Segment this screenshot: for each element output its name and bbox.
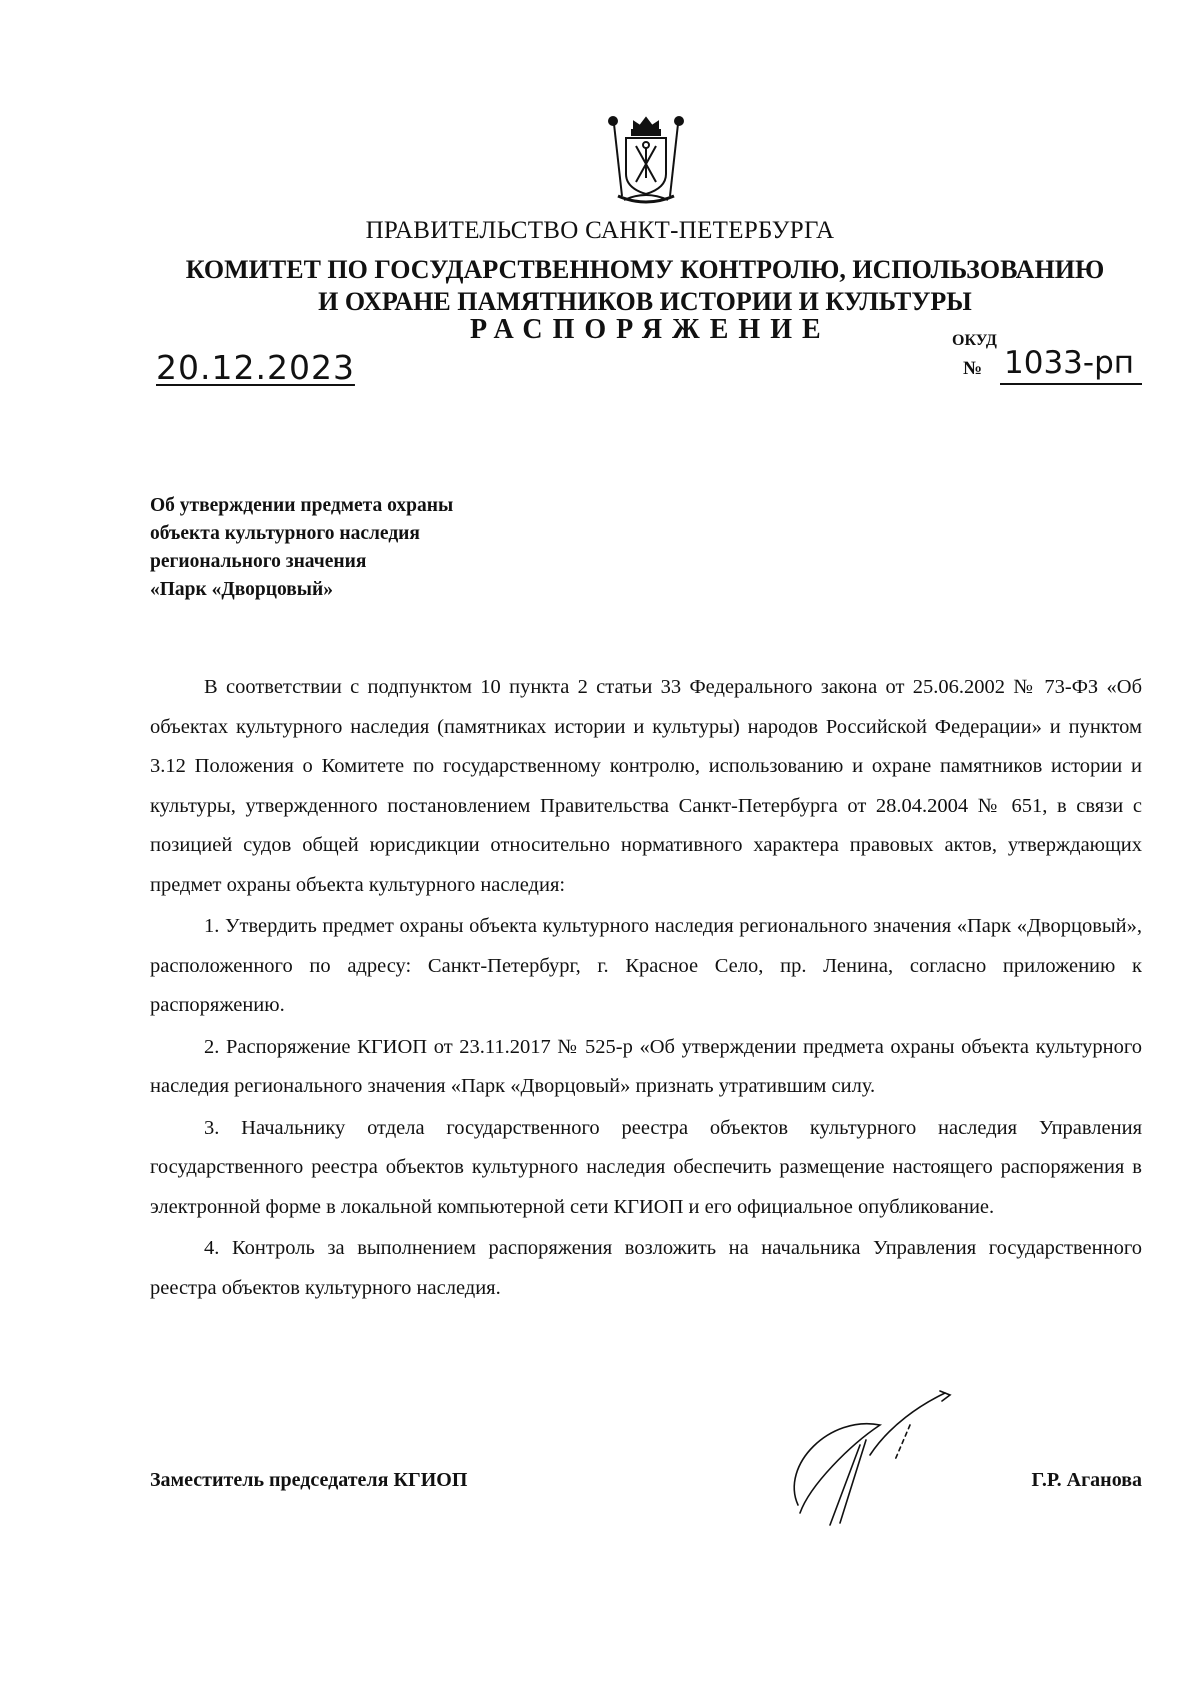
document-body [150, 668, 1142, 1308]
document-number: 1033-рп [1004, 345, 1135, 381]
coat-of-arms-icon [604, 112, 688, 208]
signatory-title: Заместитель председателя КГИОП [150, 1469, 468, 1491]
item-paragraph: 1. Утвердить предмет охраны объекта культурного наследия регионального значения «Парк «Дворцовый», расположенного по адресу: Санкт-Петербург, г. Красное Село, пр. Ленина, согласно приложению к распоряжению. [150, 915, 1142, 1016]
subject-line: объекта культурного наследия [150, 523, 420, 544]
subject-line: Об утверждении предмета охраны [150, 495, 454, 516]
document-subject [150, 492, 453, 604]
okud-label: ОКУД [952, 332, 997, 349]
preamble-paragraph: В соответствии с подпунктом 10 пункта 2 статьи 33 Федерального закона от 25.06.2002 № 73-ФЗ «Об объектах культурного наследия (памятниках истории и культуры) народов Российской Федерации» и пунктом 3.12 Положения о Комитете по государственному контролю, использованию и охране памятников истории и культуры, утвержденного постановлением Правительства Санкт-Петербурга от 28.04.2004 № 651, в связи с позицией судов общей юрисдикции относительно нормативного характера правовых актов, утверждающих предмет охраны объекта культурного наследия: [150, 676, 1142, 896]
signatory-name: Г.Р. Аганова [1031, 1469, 1142, 1491]
number-underline [1000, 383, 1142, 385]
committee-title [150, 254, 1140, 318]
committee-title-line1: КОМИТЕТ ПО ГОСУДАРСТВЕННОМУ КОНТРОЛЮ, ИСПОЛЬЗОВАНИЮ [185, 255, 1105, 284]
handwritten-signature [770, 1385, 980, 1535]
committee-title-line2: И ОХРАНЕ ПАМЯТНИКОВ ИСТОРИИ И КУЛЬТУРЫ [318, 287, 972, 316]
government-title: ПРАВИТЕЛЬСТВО САНКТ-ПЕТЕРБУРГА [365, 217, 835, 244]
item-paragraph: 3. Начальнику отдела государственного реестра объектов культурного наследия Управления государственного реестра объектов культурного наследия обеспечить размещение настоящего распоряжения в электронной форме в локальной компьютерной сети КГИОП и его официальное опубликование. [150, 1116, 1142, 1218]
item-paragraph: 2. Распоряжение КГИОП от 23.11.2017 № 525-р «Об утверждении предмета охраны объекта культурного наследия регионального значения «Парк «Дворцовый» признать утратившим силу. [150, 1035, 1142, 1097]
document-date: 20.12.2023 [156, 348, 355, 387]
subject-line: «Парк «Дворцовый» [150, 579, 334, 600]
document-type: РАСПОРЯЖЕНИЕ [470, 314, 831, 345]
item-paragraph: 4. Контроль за выполнением распоряжения возложить на начальника Управления государственного реестра объектов культурного наследия. [150, 1237, 1142, 1299]
number-sign: № [963, 358, 983, 379]
subject-line: регионального значения [150, 551, 367, 572]
